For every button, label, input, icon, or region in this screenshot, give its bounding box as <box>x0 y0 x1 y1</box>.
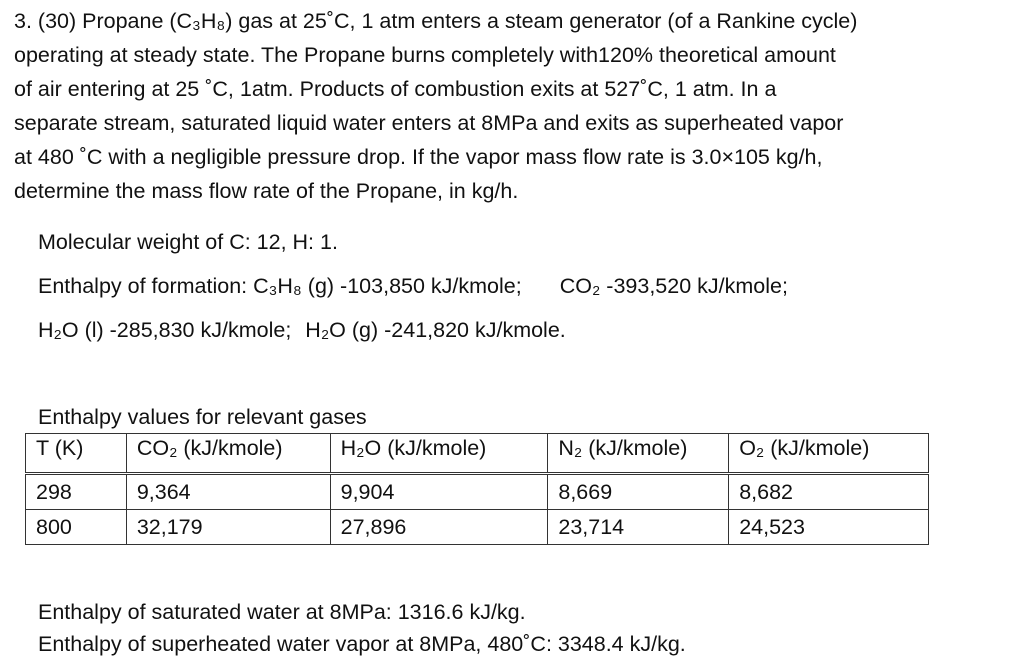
enthalpy-table <box>25 433 929 545</box>
problem-line: operating at steady state. The Propane burns completely with120% theoretical amount <box>14 43 836 67</box>
formation-propane: Enthalpy of formation: C₃H₈ (g) -103,850 kJ/kmole; <box>38 274 522 298</box>
header-co2: CO₂ (kJ/kmole) <box>126 434 330 474</box>
table-cell: 24,523 <box>729 510 929 545</box>
problem-line: 3. (30) Propane (C₃H₈) gas at 25˚C, 1 atm enters a steam generator (of a Rankine cycle) <box>14 9 858 33</box>
table-cell: 8,682 <box>729 474 929 510</box>
table-cell: 9,904 <box>330 474 548 510</box>
problem-line: separate stream, saturated liquid water enters at 8MPa and exits as superheated vapor <box>14 111 844 135</box>
header-o2: O₂ (kJ/kmole) <box>729 434 929 474</box>
problem-statement <box>14 4 1014 208</box>
table-cell: 298 <box>26 474 127 510</box>
table-cell: 9,364 <box>126 474 330 510</box>
table-header-row <box>26 434 929 474</box>
formation-h2o-liquid: H₂O (l) -285,830 kJ/kmole; <box>38 318 292 342</box>
saturated-water-enthalpy: Enthalpy of saturated water at 8MPa: 1316.6 kJ/kg. <box>38 600 526 624</box>
problem-line: of air entering at 25 ˚C, 1atm. Products of combustion exits at 527˚C, 1 atm. In a <box>14 77 777 101</box>
water-enthalpy-notes <box>38 596 686 660</box>
table-caption: Enthalpy values for relevant gases <box>38 405 367 429</box>
table-cell: 800 <box>26 510 127 545</box>
formation-h2o-gas: H₂O (g) -241,820 kJ/kmole. <box>305 318 566 342</box>
problem-line: at 480 ˚C with a negligible pressure drop. If the vapor mass flow rate is 3.0×105 kg/h, <box>14 145 823 169</box>
table-cell: 32,179 <box>126 510 330 545</box>
header-h2o: H₂O (kJ/kmole) <box>330 434 548 474</box>
superheated-vapor-enthalpy: Enthalpy of superheated water vapor at 8MPa, 480˚C: 3348.4 kJ/kg. <box>38 632 686 656</box>
formation-co2: CO₂ -393,520 kJ/kmole; <box>559 274 788 298</box>
molecular-weight-line: Molecular weight of C: 12, H: 1. <box>38 230 338 254</box>
table-cell: 23,714 <box>548 510 729 545</box>
formation-enthalpy-line-1 <box>38 274 788 299</box>
table-cell: 8,669 <box>548 474 729 510</box>
header-temperature: T (K) <box>26 434 127 474</box>
formation-enthalpy-line-2 <box>38 318 566 343</box>
table-row <box>26 474 929 510</box>
header-n2: N₂ (kJ/kmole) <box>548 434 729 474</box>
problem-line: determine the mass flow rate of the Propane, in kg/h. <box>14 179 519 203</box>
table-row <box>26 510 929 545</box>
table-cell: 27,896 <box>330 510 548 545</box>
